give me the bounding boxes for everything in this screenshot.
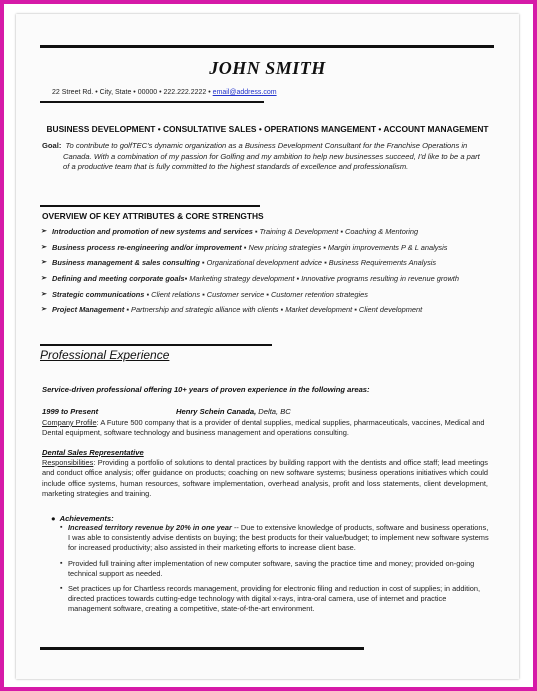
list-item [60,584,490,615]
list-item [40,227,510,243]
achievement-text: Set practices up for Chartless records management, providing for electronic filing and reduction in cost of supplies; in addition, directed practices towards cutting-edge technology with digital x-rays, intra-oral camera, use of internet and practice management software, creating a competitive, state-of-the-art environment. [68,584,481,614]
headline-skills: BUSINESS DEVELOPMENT • CONSULTATIVE SALES • OPERATIONS MANGEMENT • ACCOUNT MANAGEMENT [46,124,489,134]
responsibilities-label: Responsibilities [42,458,94,467]
experience-summary: Service-driven professional offering 10+ years of proven experience in the following areas: [42,385,370,394]
experience-heading: Professional Experience [40,348,170,362]
square-bullet-icon: ▪ [60,585,63,593]
arrow-bullet-icon: ➢ [41,275,47,283]
list-item [60,559,490,579]
resume-page [16,14,519,679]
company-profile-label: Company Profile [42,418,97,427]
arrow-bullet-icon: ➢ [41,290,47,298]
email-link[interactable]: email@address.com [212,89,277,96]
square-bullet-icon: ▪ [60,524,63,531]
overview-rule [40,205,260,207]
attribute-detail: ▪ Partnership and strategic alliance with clients ▪ Market development ▪ Client development [124,305,423,315]
bottom-rule [40,647,364,650]
attribute-detail: ▪ Organizational development advice ▪ Business Requirements Analysis [199,258,437,268]
attributes-list [40,227,510,321]
job-role: Dental Sales Representative [42,448,144,457]
attribute-detail: ▪ Marketing strategy development ▪ Innovative programs resulting in revenue growth [184,274,459,284]
top-rule [40,45,494,48]
list-item [40,258,510,274]
attribute-detail: ▪ Training & Development ▪ Coaching & Mentoring [252,227,419,236]
contact-line [52,89,277,96]
goal-line-1: To contribute to golfTEC's dynamic organization as a Business Development Consultant for the Franchise Operations in [65,141,468,150]
company-profile-text: : A Future 500 company that is a provider of dental supplies, medical supplies, pharmaceuticals, vaccines, Medical and Dental equipment, software technology and business management and operations consulting. [42,418,485,437]
achievements-label: Achievements: [59,514,114,523]
attribute-detail: ▪ New pricing strategies ▪ Margin improvements P & L analysis [241,242,448,252]
overview-heading: OVERVIEW OF KEY ATTRIBUTES & CORE STRENGTHS [42,211,264,221]
arrow-bullet-icon: ➢ [41,306,47,314]
goal-label: Goal: [42,141,62,150]
achievement-bold: Increased territory revenue by 20% in one year [68,523,232,532]
job-company [176,407,291,416]
achievements-heading [51,514,114,523]
goal-line-3: of a productive team that is fully committed to the highest standards of excellence and professionalism. [63,162,409,171]
list-item [40,305,510,321]
achievement-text: -- Due to extensive knowledge of products, software and business operations, I was able to consistently advise dentists on buying; the best products for their value/budget; to implement new software systems for increased productivity; also assisted in their marketing efforts to increase client base. [68,523,489,553]
attribute-bold: Project Management [52,305,125,315]
attribute-detail: ▪ Client relations ▪ Customer service ▪ Customer retention strategies [144,289,368,299]
list-item [40,243,510,259]
bullet-icon: ● [51,514,56,523]
list-item [60,523,490,554]
responsibilities-text: : Providing a portfolio of solutions to dental practices by building rapport with the dentists and office staff; lead meetings and conduct office analysis; offer guidance on products; coaching on new software systems; business operations initiatives which could include office systems, human resources, software implementation, overhead analysis, profit and loss statements, client development, marketing strategies and training. [42,458,488,499]
company-name: Henry Schein Canada, [176,407,257,416]
achievement-text: Provided full training after implementation of new computer software, saving the practice time and money; provided on-going technical support as needed. [68,558,475,578]
achievements-list [60,523,490,620]
list-item [40,274,510,290]
list-item [40,290,510,306]
attribute-bold: Introduction and promotion of new systems and services [52,227,253,236]
attribute-bold: Defining and meeting corporate goals [52,274,185,284]
experience-rule [40,344,272,346]
attribute-bold: Strategic communications [52,289,145,299]
arrow-bullet-icon: ➢ [41,228,47,235]
attribute-bold: Business management & sales consulting [52,258,200,268]
candidate-name: JOHN SMITH [209,58,326,78]
goal-line-2: Canada. With a combination of my passion for Golfing and my ambition to help new businesses succeed, I'd like to be a part [63,151,480,161]
contact-address: 22 Street Rd. • City, State • 00000 • 222.222.2222 • [52,89,213,96]
contact-rule [40,101,264,103]
responsibilities [42,458,488,500]
company-profile [42,418,488,438]
square-bullet-icon: ▪ [60,559,63,567]
attribute-bold: Business process re-engineering and/or improvement [52,242,242,252]
goal-section [42,141,490,173]
arrow-bullet-icon: ➢ [41,259,47,267]
job-dates: 1999 to Present [42,407,99,416]
arrow-bullet-icon: ➢ [41,243,47,251]
company-location: Delta, BC [256,407,291,416]
